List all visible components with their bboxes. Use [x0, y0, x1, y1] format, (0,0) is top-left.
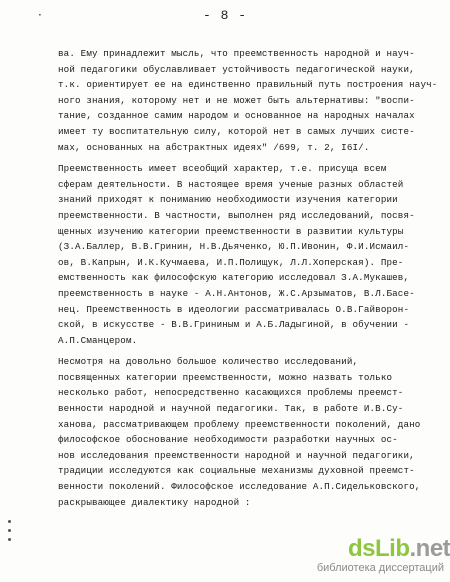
scan-corner-mark: · — [38, 8, 42, 22]
text-line: преемственности. В частности, выполнен ряд исследований, посвя- — [58, 209, 415, 221]
text-line: сферам деятельности. В настоящее время ученые разных областей — [58, 178, 404, 190]
text-line: Преемственность имеет всеобщий характер, т.е. присуща всем — [58, 163, 387, 175]
page-number: - 8 - — [202, 8, 247, 23]
text-line: знаний приходят к пониманию необходимости изучения категории — [58, 194, 398, 206]
text-line: ской, в искусстве - В.В.Грининым и А.Б.Ладыгиной, в обучении - — [58, 319, 410, 331]
dslib-logo-suffix: .net — [409, 535, 450, 562]
text-line: нов исследования преемственности народной и научной педагогики, — [58, 449, 415, 461]
scan-dot — [8, 538, 11, 541]
paragraph — [58, 46, 440, 155]
dslib-logo — [348, 536, 450, 562]
scan-margin-marks — [8, 520, 18, 560]
text-line: несколько работ, непосредственно касающихся проблемы преемст- — [58, 387, 404, 399]
text-line: ной педагогики обуславливает устойчивость педагогической науки, — [58, 63, 415, 75]
text-line: ов, В.Капрын, И.К.Кучмаева, И.П.Полищук, Л.Л.Хоперская). Пре- — [58, 256, 404, 268]
text-line: венности народной и научной педагогики. Так, в работе И.В.Су- — [58, 403, 404, 415]
text-line: посвященных категории преемственности, можно назвать только — [58, 371, 393, 383]
dslib-watermark — [292, 535, 450, 576]
text-line: раскрывающее диалектику народной : — [58, 496, 251, 508]
text-line: ного знания, которому нет и не может быть альтернативы: "воспи- — [58, 94, 415, 106]
dslib-subtitle: библиотека диссертаций — [316, 562, 444, 574]
text-line: мах, основанных на абстрактных идеях" /699, т. 2, I6I/. — [58, 141, 370, 153]
text-line: венности поколений. Философское исследование А.П.Сидельковского, — [58, 481, 421, 493]
text-line: философское обоснование необходимости разработки научных ос- — [58, 434, 398, 446]
scan-dot — [8, 529, 11, 532]
text-line: т.к. ориентирует ее на единственно правильный путь построения науч- — [58, 79, 438, 91]
text-line: нец. Преемственность в идеологии рассматривалась О.В.Гайворон- — [58, 303, 410, 315]
paragraph — [58, 161, 440, 348]
text-line: (З.А.Баллер, В.В.Гринин, Н.В.Дьяченко, Ю.П.Ивонин, Ф.И.Исмаил- — [58, 241, 410, 253]
text-line: преемственность в науке - А.Н.Антонов, Ж.С.Арзыматов, В.Л.Басе- — [58, 287, 415, 299]
text-line: А.П.Сманцером. — [58, 334, 138, 346]
text-line: имеет ту воспитательную силу, которой нет в самых лучших систе- — [58, 125, 415, 137]
text-line: ва. Ему принадлежит мысль, что преемственность народной и науч- — [58, 48, 415, 59]
text-line: емственность как философскую категорию исследовал З.А.Мукашев, — [58, 272, 410, 284]
text-line: Несмотря на довольно большое количество исследований, — [58, 356, 359, 368]
text-line: щенных изучению категории преемственности в развитии культуры — [58, 225, 404, 237]
text-line: ханова, рассматривающем проблему преемственности поколений, дано — [58, 418, 421, 430]
text-line: традиции исследуются как социальные механизмы духовной преемст- — [58, 465, 415, 477]
scan-dot — [8, 520, 11, 523]
dslib-logo-main: dsLib — [348, 535, 410, 562]
paragraph — [58, 354, 440, 510]
text-line: тание, созданное самим народом и основанное на народных началах — [58, 110, 415, 122]
body-text — [58, 46, 440, 510]
